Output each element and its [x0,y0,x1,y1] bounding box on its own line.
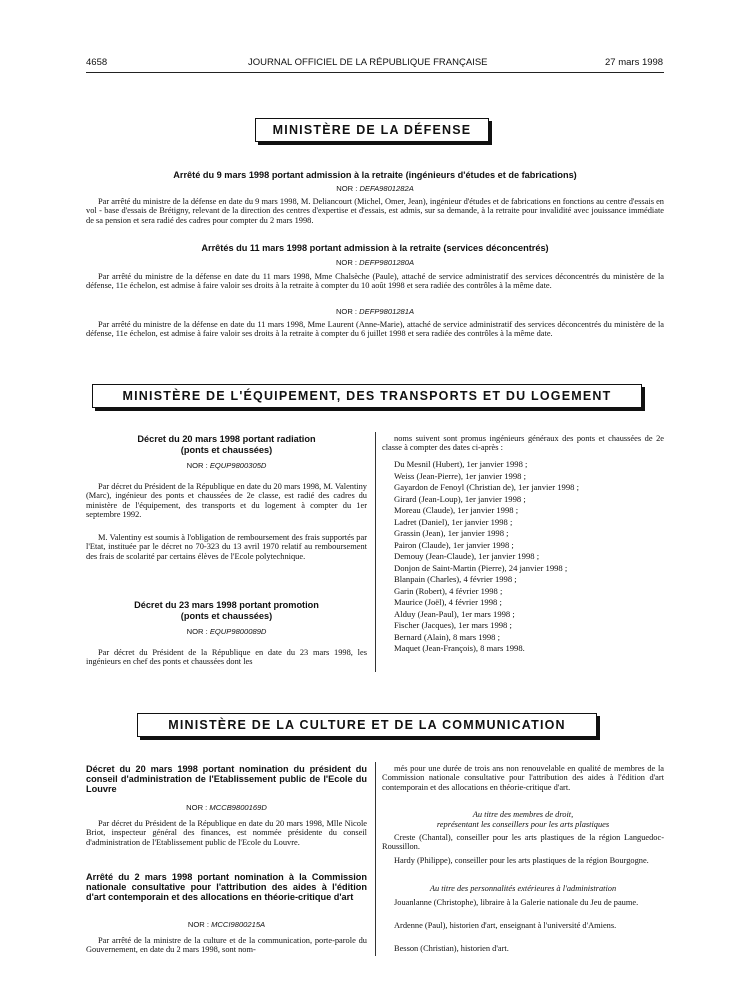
section-defense-title: MINISTÈRE DE LA DÉFENSE [255,118,489,142]
equipement-decree1-text1: Par décret du Président de la République en date du 20 mars 1998, M. Valentiny (Marc), ingénieur des ponts et chaussées de 2e classe, est radié des cadres du ministère de l'équipement, des transports et du logement à compter du 1er septembre 1992. [86,482,367,520]
engineer-name-item: Pairon (Claude), 1er janvier 1998 ; [394,539,514,550]
engineer-name-item: Alduy (Jean-Paul), 1er mars 1998 ; [394,608,515,619]
culture-arrete2-text: Par arrêté de la ministre de la culture et de la communication, porte-parole du Gouvernement, en date du 2 mars 1998, sont nom- [86,936,367,955]
member-ardenne: Ardenne (Paul), historien d'art, enseignant à l'université d'Amiens. [394,921,617,930]
engineer-name-item: Ladret (Daniel), 1er janvier 1998 ; [394,516,513,527]
header-rule [86,72,664,73]
defense-article1-title: Arrêté du 9 mars 1998 portant admission à la retraite (ingénieurs d'études et de fabrications) [173,170,577,180]
engineer-name-item: Gayardon de Fenoyl (Christian de), 1er janvier 1998 ; [394,482,579,492]
page-number: 4658 [86,57,108,68]
defense-article1-text: Par arrêté du ministre de la défense en date du 9 mars 1998, M. Deliancourt (Michel, Omer, Jean), ingénieur d'études et de fabrications en fonctions au centre d'essais en vol - base d'essais de Brétigny, relevant de la direction des centres d'expertise et d'essais, est admis, sur sa demande, à la retraite pour invalidité avec jouissance immédiate de sa pension et sera radié des cadres pour compter du 2 mars 1998. [86,197,664,225]
defense-article2-text2: Par arrêté du ministre de la défense en date du 11 mars 1998, Mme Laurent (Anne-Marie), attaché de service administratif des services déconcentrés du ministère de la défense, 11e échelon, est admise à faire valoir ses droits à la retraite à compter du 6 juillet 1998 et sera radiée des contrôles à la même date. [86,320,664,339]
subheading-personnalites: Au titre des personnalités extérieures à l'administration [429,884,617,893]
engineer-name-item: Weiss (Jean-Pierre), 1er janvier 1998 ; [394,470,526,481]
culture-arrete2-continuation: més pour une durée de trois ans non renouvelable en qualité de membres de la Commission nationale consultative pour l'attribution des aides à l'édition d'art contemporain et des allocations en théorie-critique d'art. [382,764,664,792]
engineer-name-item: Donjon de Saint-Martin (Pierre), 24 janvier 1998 ; [394,562,568,573]
culture-arrete2-title: Arrêté du 2 mars 1998 portant nomination à la Commission nationale consultative pour l'attribution des aides à l'édition d'art contemporain et des allocations en théorie-critique d'art [86,872,367,902]
equipement-decree2-text: Par décret du Président de la République en date du 23 mars 1998, les ingénieurs en chef des ponts et chaussées dont les [86,648,367,667]
engineer-name-item: Maquet (Jean-François), 8 mars 1998. [394,643,525,653]
engineer-name-item: Bernard (Alain), 8 mars 1998 ; [394,631,500,642]
culture-decree1-text: Par décret du Président de la République en date du 20 mars 1998, Mlle Nicole Briot, inspecteur général des finances, est nommée présidente du conseil d'administration de l'Etablissement public de l'Ecole du Louvre. [86,819,367,847]
subheading-membres-de-droit: Au titre des membres de droit, représentant les conseillers pour les arts plastiques [436,810,610,829]
engineer-name-item: Blanpain (Charles), 4 février 1998 ; [394,574,517,584]
equipement-decree2-nor: NOR : EQUP9800089D [186,627,267,636]
column-divider [375,432,376,672]
section-culture-title: MINISTÈRE DE LA CULTURE ET DE LA COMMUNICATION [137,713,597,737]
engineer-name-item: Girard (Jean-Loup), 1er janvier 1998 ; [394,493,526,504]
equipement-decree2-title: Décret du 23 mars 1998 portant promotion (ponts et chaussées) [134,600,319,621]
culture-decree1-nor: NOR : MCCB9800169D [186,803,267,812]
equipement-decree1-text2: M. Valentiny est soumis à l'obligation de remboursement des frais supportés par l'Etat, instituée par le décret no 70-323 du 13 avril 1970 relatif au remboursement des frais de scolarité par certains élèves de l'Ecole polytechnique. [86,533,367,561]
journal-title: JOURNAL OFFICIEL DE LA RÉPUBLIQUE FRANÇAISE [248,57,488,68]
equipement-decree2-continuation: noms suivent sont promus ingénieurs généraux des ponts et chaussées de 2e classe à compter des dates ci-après : [382,434,664,453]
culture-decree1-title: Décret du 20 mars 1998 portant nomination du président du conseil d'administration de l'Etablissement public de l'Ecole du Louvre [86,764,367,794]
defense-article2-nor2: NOR : DEFP9801281A [335,307,415,316]
equipement-decree1-title: Décret du 20 mars 1998 portant radiation (ponts et chaussées) [137,434,316,455]
defense-article2-text1: Par arrêté du ministre de la défense en date du 11 mars 1998, Mme Chalsèche (Paule), attaché de service administratif des services déconcentrés du ministère de la défense, 11e échelon, est admise à faire valoir ses droits à la retraite à compter du 10 août 1998 et sera radiée des contrôles à la même date. [86,272,664,291]
engineer-name-item: Garin (Robert), 4 février 1998 ; [394,585,503,596]
section-equipement-title: MINISTÈRE DE L'ÉQUIPEMENT, DES TRANSPORTS ET DU LOGEMENT [92,384,642,408]
promoted-engineers-list [394,459,664,655]
culture-arrete2-nor: NOR : MCCI9800215A [187,920,266,929]
member-creste: Creste (Chantal), conseiller pour les arts plastiques de la région Languedoc-Roussillon. [382,833,664,852]
engineer-name-item: Demouy (Jean-Claude), 1er janvier 1998 ; [394,551,540,561]
issue-date: 27 mars 1998 [605,57,664,68]
member-jouanlanne: Jouanlanne (Christophe), libraire à la Galerie nationale du Jeu de paume. [394,898,639,907]
equipement-decree1-nor: NOR : EQUP9800305D [186,461,267,470]
engineer-name-item: Fischer (Jacques), 1er mars 1998 ; [394,620,512,630]
engineer-name-item: Du Mesnil (Hubert), 1er janvier 1998 ; [394,459,528,469]
defense-article2-nor1: NOR : DEFP9801280A [335,258,415,267]
engineer-name-item: Grassin (Jean), 1er janvier 1998 ; [394,528,509,538]
defense-article1-nor: NOR : DEFA9801282A [336,184,414,193]
engineer-name-item: Moreau (Claude), 1er janvier 1998 ; [394,505,519,515]
member-hardy: Hardy (Philippe), conseiller pour les arts plastiques de la région Bourgogne. [394,856,649,865]
column-divider-culture [375,762,376,956]
member-besson: Besson (Christian), historien d'art. [394,944,509,953]
page-header [0,57,731,71]
engineer-name-item: Maurice (Joël), 4 février 1998 ; [394,597,502,607]
defense-article2-title: Arrêtés du 11 mars 1998 portant admission à la retraite (services déconcentrés) [201,243,549,253]
